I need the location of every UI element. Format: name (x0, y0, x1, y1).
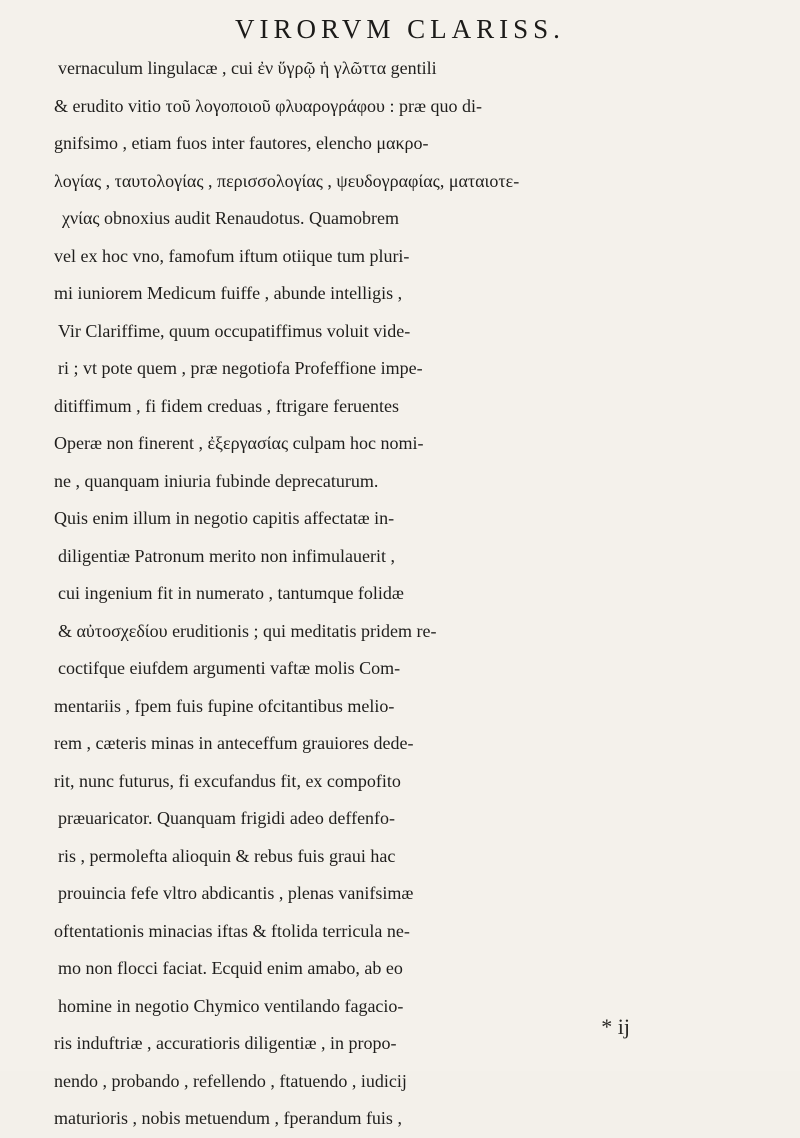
text-line: ne , quanquam iniuria fubinde deprecaturum. (54, 470, 379, 491)
text-line: Vir Clariffime, quum occupatiffimus voluit vide- (58, 320, 411, 341)
text-line: oftentationis minacias iftas & ftolida terricula ne- (54, 920, 410, 941)
text-line: nendo , probando , refellendo , ftatuendo , iudicij (54, 1070, 407, 1091)
running-header: VIRORVM CLARISS. (235, 14, 565, 44)
text-line: ris induftriæ , accuratioris diligentiæ , in propo- (54, 1033, 397, 1053)
text-line: rem , cæteris minas in anteceffum grauiores dede- (54, 733, 414, 753)
text-line: gnifsimo , etiam fuos inter fautores, elencho μακρο- (54, 133, 429, 153)
text-line: mo non flocci faciat. Ecquid enim amabo, ab eo (58, 958, 403, 978)
text-line: & αὐτοσχεδίου eruditionis ; qui meditatis pridem re- (58, 620, 437, 641)
text-line: mentariis , fpem fuis fupine ofcitantibus melio- (54, 695, 395, 716)
text-line: præuaricator. Quanquam frigidi adeo deffenfo- (58, 808, 396, 828)
signature-mark: * ij (601, 1014, 630, 1039)
text-line: homine in negotio Chymico ventilando fagacio- (58, 995, 404, 1016)
text-line: ris , permolefta alioquin & rebus fuis graui hac (58, 845, 396, 866)
text-line: coctifque eiufdem argumenti vaftæ molis Com- (58, 658, 401, 678)
text-line: ditiffimum , fi fidem creduas , ftrigare feruentes (54, 395, 400, 416)
text-line: λογίας , ταυτολογίας , περισσολογίας , ψευδογραφίας, ματαιοτε- (54, 170, 520, 191)
text-line: maturioris , nobis metuendum , fperandum fuis , (54, 1108, 402, 1128)
text-line: cui ingenium fit in numerato , tantumque folidæ (58, 583, 404, 603)
text-line: Quis enim illum in negotio capitis affectatæ in- (54, 508, 395, 528)
text-line: ri ; vt pote quem , præ negotiofa Profeffione impe- (58, 358, 423, 378)
text-line: χνίας obnoxius audit Renaudotus. Quamobrem (62, 208, 399, 228)
text-line: rit, nunc futurus, fi excufandus fit, ex compofito (54, 770, 401, 791)
body-text (54, 50, 794, 1138)
text-line: prouincia fefe vltro abdicantis , plenas vanifsimæ (58, 883, 414, 903)
text-line: mi iuniorem Medicum fuiffe , abunde intelligis , (54, 283, 403, 303)
text-line: & erudito vitio τοῦ λογοποιοῦ φλυαρογράφου : præ quo di- (54, 95, 482, 116)
text-line: vernaculum lingulacæ , cui ἐν ὕγρῷ ἡ γλῶττα gentili (58, 58, 437, 78)
text-line: vel ex hoc vno, famofum iftum otiique tum pluri- (54, 245, 410, 266)
text-line: Operæ non finerent , ἐξεργασίας culpam hoc nomi- (54, 433, 424, 453)
text-line: diligentiæ Patronum merito non infimulauerit , (58, 545, 395, 566)
